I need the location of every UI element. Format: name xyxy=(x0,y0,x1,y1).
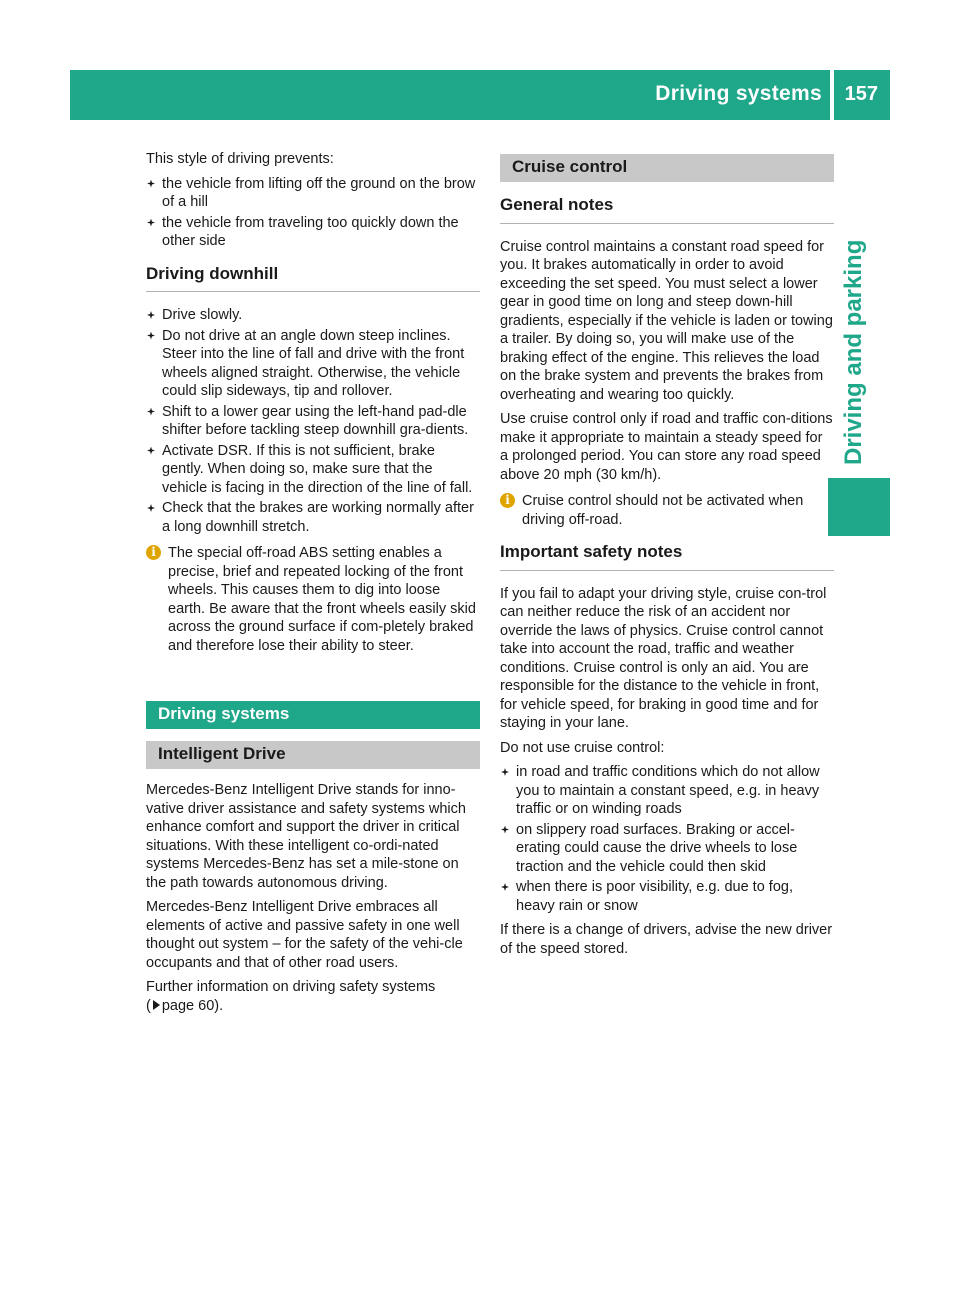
abs-info-text: The special off-road ABS setting enables a precise, brief and repeated locking of the front wheels. This causes them to dig into loose earth. Be aware that the front wheels easily skid across the ground surface if com-pletely braked and therefore lose their ability to steer. xyxy=(168,545,476,654)
offroad-info-note xyxy=(500,492,834,529)
drivers-change-text: If there is a change of drivers, advise the new driver of the speed stored. xyxy=(500,922,833,957)
list-item: Drive slowly. xyxy=(146,306,480,325)
safety-notes-heading: Important safety notes xyxy=(500,543,834,571)
driving-downhill-heading: Driving downhill xyxy=(146,265,480,293)
offroad-info-text: Cruise control should not be activated when driving off-road. xyxy=(522,493,804,528)
page-ref-arrow-icon xyxy=(153,1000,160,1010)
do-not-use-list xyxy=(500,763,834,915)
downhill-list xyxy=(146,306,480,536)
side-tab-marker xyxy=(828,478,890,536)
list-item: the vehicle from lifting off the ground on the brow of a hill xyxy=(146,175,480,212)
safety-paragraph: If you fail to adapt your driving style, cruise con-trol can neither reduce the risk of an accident nor override the laws of physics. Cruise control cannot take into account the road, traffic and weather conditions. Cruise control is only an aid. You are responsible for the distance to the vehicle in front, for vehicle speed, for braking in good time and for staying in your lane. xyxy=(500,585,827,731)
driving-systems-band: Driving systems xyxy=(146,701,480,729)
general-paragraph-1: Cruise control maintains a constant road speed for you. It brakes automatically in order to avoid exceeding the set speed. You must select a lower gear in good time on long and steep down-hill gradients, especially if the vehicle is laden or towing a trailer. By doing so, you will make use of the braking effect of the engine. This relieves the load on the brake system and prevents the brakes from overheating and wearing too quickly. xyxy=(500,238,833,403)
header-title: Driving systems xyxy=(655,82,822,105)
general-paragraph-2: Use cruise control only if road and traffic con-ditions make it appropriate to maintain a steady speed for a prolonged period. You can store any road speed above 20 mph (30 km/h). xyxy=(500,411,833,483)
intelligent-paragraph-2: Mercedes-Benz Intelligent Drive embraces all elements of active and passive safety in one well thought out system – for the safety of the vehi-cle occupants and that of other road users. xyxy=(146,899,463,971)
page-number: 157 xyxy=(844,83,878,105)
page-ref-bracket: ( xyxy=(146,997,151,1014)
list-item: the vehicle from traveling too quickly down the other side xyxy=(146,214,480,251)
list-item: when there is poor visibility, e.g. due to fog, heavy rain or snow xyxy=(500,878,834,915)
page-header xyxy=(70,70,890,120)
header-divider xyxy=(830,70,834,120)
intro-text: This style of driving prevents: xyxy=(146,151,334,167)
list-item: on slippery road surfaces. Braking or accel-erating could cause the drive wheels to lose traction and the vehicle could then skid xyxy=(500,821,834,877)
further-info xyxy=(146,978,480,1015)
do-not-use-intro: Do not use cruise control: xyxy=(500,739,665,756)
cruise-control-band: Cruise control xyxy=(500,154,834,182)
further-info-text: Further information on driving safety systems xyxy=(146,979,436,995)
info-icon: i xyxy=(500,493,515,508)
intelligent-drive-band: Intelligent Drive xyxy=(146,741,480,769)
general-notes-heading: General notes xyxy=(500,196,834,224)
list-item: Activate DSR. If this is not sufficient, brake gently. When doing so, make sure that the vehicle is facing in the direction of the line of fall. xyxy=(146,442,480,498)
list-item: Check that the brakes are working normally after a long downhill stretch. xyxy=(146,499,480,536)
list-item: in road and traffic conditions which do not allow you to maintain a constant speed, e.g. in heavy traffic or on winding roads xyxy=(500,763,834,819)
page-ref-link[interactable]: page 60). xyxy=(161,997,224,1014)
info-icon: i xyxy=(146,545,161,560)
prevents-list xyxy=(146,175,480,251)
intelligent-paragraph-1: Mercedes-Benz Intelligent Drive stands for inno-vative driver assistance and safety systems which enhance comfort and support the driver in critical situations. With these intelligent co-ordi-nated systems Mercedes-Benz has set a mile-stone on the path towards autonomous driving. xyxy=(146,782,466,891)
left-column xyxy=(146,150,480,1021)
list-item: Do not drive at an angle down steep inclines. Steer into the line of fall and drive with the front wheels aligned straight. Otherwise, the vehicle could slip sideways, tip and rollover. xyxy=(146,327,480,401)
abs-info-note xyxy=(146,544,480,655)
list-item: Shift to a lower gear using the left-hand pad-dle shifter before tackling steep downhill gra-dients. xyxy=(146,403,480,440)
right-column xyxy=(500,150,834,964)
side-tab-label: Driving and parking xyxy=(840,239,867,465)
